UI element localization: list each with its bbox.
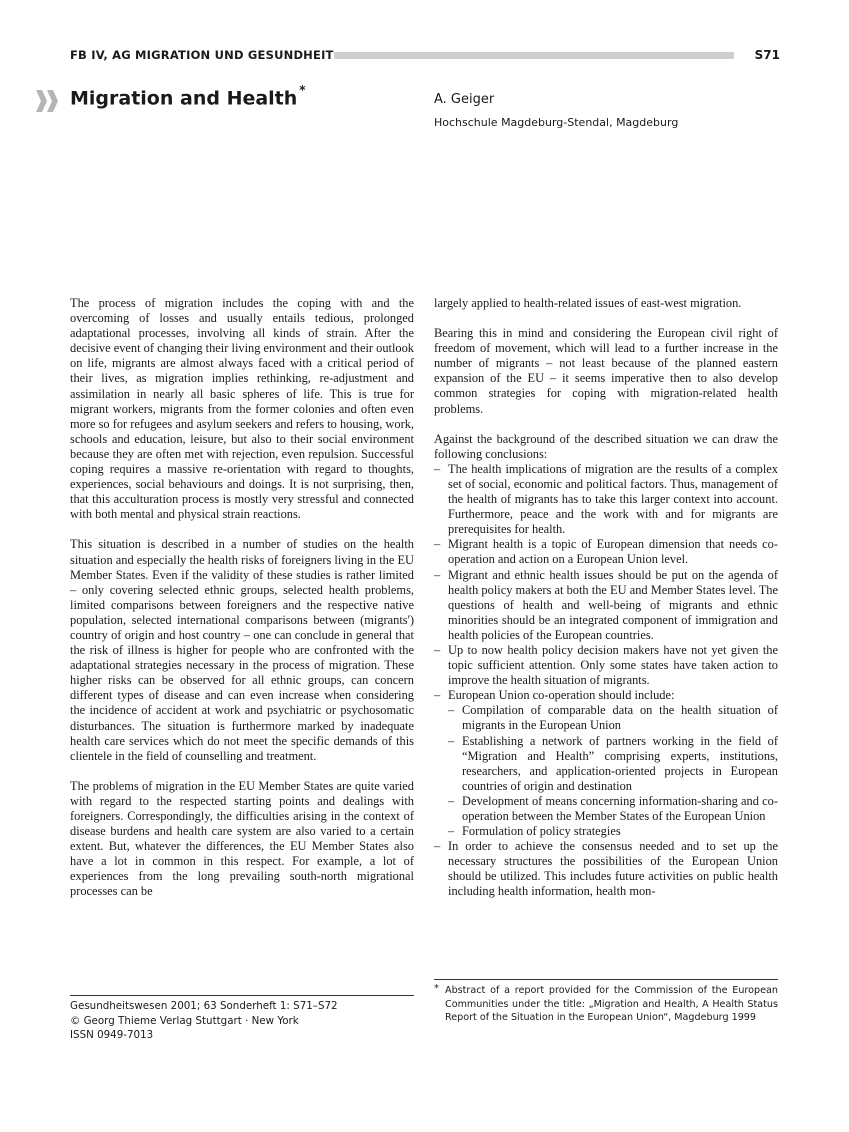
body-paragraph: Against the background of the described situation we can draw the following conclusions: xyxy=(434,431,778,461)
page-number: S71 xyxy=(754,48,780,62)
body-paragraph: The process of migration includes the coping with and the overcoming of losses and usually entails tedious, prolonged adaptational processes, involving all kinds of strain. After the decisive event of changing their living environment and their outlook on life, migrants are almost always faced with a critical period of their lives, as migration implies rethinking, re-adjustment and assimilation in nearly all basic spheres of life. This is true for migrant workers, migrants from the former colonies and often even more so for refugees and asylum seekers and refers to housing, work, schools and education, leisure, but also to their social environment because they are often met with rejection, even repulsion. Successful coping requires a massive re-orientation with regard to thoughts, experiences, social behaviours and doings. It is not surprising, then, that this acculturation process is mostly very stressful and connected with both mental and physical strain reactions. xyxy=(70,296,414,522)
list-item: – Migrant and ethnic health issues should be put on the agenda of health policy makers at both the EU and Member States level. The questions of health and well-being of migrants and ethnic minorities should be an integrated component of immigration and health policies of the European countries. xyxy=(434,568,778,643)
section-label: FB IV, AG MIGRATION UND GESUNDHEIT xyxy=(70,48,334,62)
sublist-item: – Development of means concerning information-sharing and co-operation between the Member States of the European Union xyxy=(448,794,778,824)
body-column-left xyxy=(70,296,414,900)
footnote-text: Abstract of a report provided for the Commission of the European Communities under the title: „Migration and Health, A Health Status Report of the Situation in the European Union“, Magdeburg 1999 xyxy=(445,985,778,1024)
affiliation: Hochschule Magdeburg-Stendal, Magdeburg xyxy=(434,116,679,129)
double-chevron-icon xyxy=(36,90,60,112)
article-title xyxy=(70,83,306,110)
conclusions-list xyxy=(434,462,778,900)
header-bar xyxy=(334,52,734,59)
journal-info xyxy=(70,999,338,1043)
body-paragraph: The problems of migration in the EU Member States are quite varied with regard to the respected starting points and dealings with foreigners. Correspondingly, the difficulties arising in the context of disease burdens and health care system are also varied to a certain extent. But, whatever the differences, the EU Member States also have a lot in common in this respect. For example, a lot of experiences from the long prevailing south-north migrational processes can be xyxy=(70,778,414,899)
list-item-text: European Union co-operation should include: xyxy=(448,688,675,703)
list-item: – The health implications of migration are the results of a complex set of social, economic and political factors. Thus, management of the health of migrants has to take this larger context into account. Furthermore, peace and the work with and for migrants are prerequisites for health. xyxy=(434,462,778,537)
sublist-item: – Compilation of comparable data on the health situation of migrants in the European Union xyxy=(448,703,778,733)
running-header xyxy=(70,48,780,64)
list-item: – Up to now health policy decision makers have not yet given the topic sufficient attention. Only some states have taken action to improve the health situation of migrants. xyxy=(434,643,778,688)
list-item-eu-cooperation xyxy=(434,688,778,839)
journal-citation: Gesundheitswesen 2001; 63 Sonderheft 1: S71–S72 xyxy=(70,1000,338,1012)
footnote-mark: * xyxy=(434,983,439,994)
issn: ISSN 0949-7013 xyxy=(70,1029,154,1041)
title-footnote-mark: * xyxy=(299,83,306,97)
eu-cooperation-sublist xyxy=(448,703,778,839)
sublist-item: – Formulation of policy strategies xyxy=(448,824,778,839)
body-paragraph: This situation is described in a number of studies on the health situation and especially the health risks of foreigners living in the EU Member States. Even if the validity of these studies is rather limited – only covering selected ethnic groups, selected health problems, limited comparisons between foreigners and the respective native population, selected international comparisons between (migrants') country of origin and host country – one can conclude in general that the risk of illness is higher for people who are confronted with the adaptational strategies necessary in the process of migration. These higher risks can be observed for all ethnic groups, can concern different types of disease and can even increase when considering the incidence of accident at work and psychiatric or psychosomatic disturbances. The situation is furthermore marked by inadequate health care services which do not meet the specific demands of this clientele in the field of counselling and treatment. xyxy=(70,537,414,763)
footer-rule xyxy=(70,995,414,996)
sublist-item: – Establishing a network of partners working in the field of “Migration and Health” comprising experts, institutions, researchers, and application-oriented projects in European countries of origin and destination xyxy=(448,734,778,794)
footnote-rule xyxy=(434,979,778,980)
body-column-right xyxy=(434,296,778,900)
publisher: © Georg Thieme Verlag Stuttgart · New York xyxy=(70,1014,299,1027)
footnote xyxy=(434,984,778,1025)
list-item: – In order to achieve the consensus needed and to set up the necessary structures the possibilities of the European Union should be utilized. This includes future activities on public health including health information, health mon- xyxy=(434,839,778,899)
list-item: – Migrant health is a topic of European dimension that needs co-operation and action on a European Union level. xyxy=(434,537,778,567)
body-paragraph: Bearing this in mind and considering the European civil right of freedom of movement, which will lead to a further increase in the number of migrants – not least because of the planned eastern expansion of the EU – it seems imperative then to also develop common strategies for coping with migration-related health problems. xyxy=(434,326,778,416)
author: A. Geiger xyxy=(434,92,495,107)
article-title-text: Migration and Health xyxy=(70,87,298,110)
body-paragraph: largely applied to health-related issues of east-west migration. xyxy=(434,296,742,310)
